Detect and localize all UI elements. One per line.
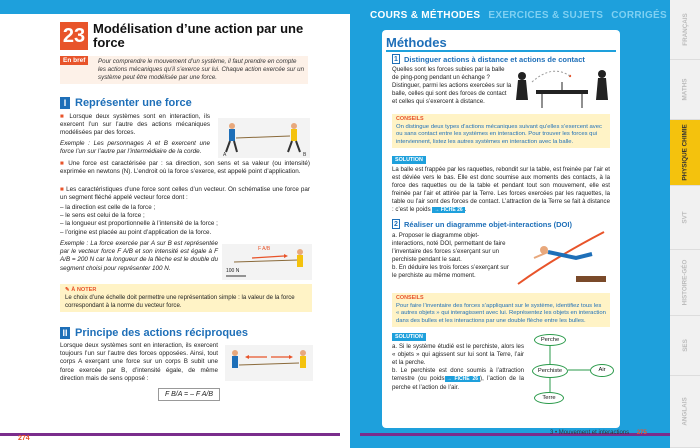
sidebar-item-ses[interactable]: SES (670, 316, 700, 376)
reciprocal-forces-drawing (225, 345, 313, 381)
reciprocal-formula: F B/A = – F A/B (158, 388, 220, 401)
sidebar-item-histoire-geo[interactable]: HISTOIRE-GÉO (670, 250, 700, 316)
scale-label: 100 N (226, 268, 240, 274)
s1-example-2: Exemple : La force exercée par A sur B est représentée par le vecteur force F A/B et son intensité est égale à F A/B = 200 N car la longueur de la flèche est le double du segment choisi pour représenter 100 N. (60, 240, 218, 272)
left-top-bar (0, 0, 350, 14)
chapter-footer: 3 • Mouvement et interactions 275 (550, 430, 647, 436)
section-1-number: I (60, 97, 70, 109)
s1-paragraph-3: ■ Les caractéristiques d’une force sont celles d’un vecteur. On schématise une force par un segment fléché appelé vecteur force dont : (60, 186, 310, 202)
list-item: – la longueur est proportionnelle à l’intensité de la force ; (60, 220, 218, 228)
conseils-text-1: On distingue deux types d’actions mécaniques suivant qu’elles s’exercent avec ou sans contact entre les systèmes en interaction. Pour trouver les forces qui interviennent, listez les autres systèmes en interaction avec la balle. (396, 123, 602, 145)
note-box (60, 284, 312, 312)
doi-node-perche: Perche (534, 334, 566, 346)
exercise-1-text: Quelles sont les forces subies par la balle de ping-pong pendant un échange ? Distinguer, parmi les actions exercées sur la balle, celles qui sont des forces de contact et celles qui s’exercent à distance. (392, 66, 512, 105)
s1-list (60, 204, 310, 237)
fiche-link-1[interactable]: → FICHE 26 (434, 206, 463, 213)
solution-text-1: La balle est frappée par les raquettes, rebondit sur la table, est freinée par l’air et est déviée vers le bas. Elle est donc soumise aux moments des contacts, à la force des raquettes ou de la table et pendant tout son mouvement, elle est freinée par l’air et attirée par la Terre. Les forces exercées par les raquettes, la table ou l’air sont des forces de contact. L’attraction de la Terre se fait à distance : c’est le poids → FICHE 26 . (392, 166, 610, 213)
reciprocal-forces-illustration (225, 345, 313, 381)
list-item: – l’origine est placée au point d’application de la force. (60, 228, 212, 236)
fiche-link-2[interactable]: → FICHE 26 (446, 375, 479, 382)
section-1-heading (60, 97, 192, 109)
exercise-2-number: 2 (392, 219, 400, 229)
methodes-underline (386, 50, 616, 52)
exercise-1-number: 1 (392, 54, 400, 64)
sidebar-item-maths[interactable]: MATHS (670, 60, 700, 120)
section-2-title: Principe des actions réciproques (75, 327, 249, 339)
conseils-label-2: CONSEILS (396, 295, 424, 301)
en-bref-box (60, 56, 308, 84)
conseils-box-2 (392, 293, 610, 327)
pole-vault-illustration (514, 228, 614, 288)
pole-vault-drawing (514, 228, 614, 288)
tug-of-war-drawing (218, 118, 310, 158)
en-bref-text: Pour comprendre le mouvement d’un système, il faut prendre en compte les actions mécaniques qu’il s’exerce sur lui. Chaque action exercée sur un système peut être modélisée par une force. (98, 58, 305, 81)
section-2-heading (60, 327, 248, 339)
list-item: – la direction est celle de la force ; (60, 204, 156, 211)
solution-label-2: SOLUTION (392, 333, 426, 341)
force-vector-illustration (222, 244, 312, 280)
left-page-number: 274 (18, 435, 30, 442)
exercise-1-heading (392, 54, 585, 64)
s1-example: Exemple : Les personnages A et B exercent une force l’un sur l’autre par l’intermédiaire de la corde. (60, 140, 210, 156)
en-bref-label: En bref (60, 56, 88, 65)
s1-paragraph-2: ■ Une force est caractérisée par : sa direction, son sens et sa valeur (ou intensité) exprimée en newtons (N). L’endroit où la force s’exerce, est appelé point d’application. (60, 160, 310, 176)
chapter-number: 23 (60, 22, 88, 50)
solution-label-1: SOLUTION (392, 156, 426, 164)
exercise-2-title: Réaliser un diagramme objet-interactions (DOI) (404, 219, 572, 229)
svg-text:A: A (223, 152, 227, 158)
left-footer-line (0, 433, 340, 436)
tab-cours-methodes[interactable]: COURS & MÉTHODES (370, 10, 481, 21)
right-page-number: 275 (636, 430, 647, 436)
doi-node-perchiste: Perchiste (532, 364, 568, 378)
tab-exercices-sujets[interactable]: EXERCICES & SUJETS (488, 10, 604, 21)
tug-of-war-illustration (218, 118, 310, 158)
conseils-label: CONSEILS (396, 116, 424, 122)
section-tabs (370, 10, 667, 21)
exercise-1-title: Distinguer actions à distance et actions de contact (404, 54, 585, 64)
doi-node-air: Air (590, 364, 614, 377)
ping-pong-drawing (512, 66, 612, 110)
note-title: ✎ À NOTER (65, 287, 97, 293)
note-text: Le choix d’une échelle doit permettre une représentation simple : la valeur de la force correspondant à la norme du vecteur force. (65, 294, 295, 309)
sidebar-item-physique-chimie[interactable]: PHYSIQUE CHIMIE (670, 120, 700, 186)
sidebar-item-francais[interactable]: FRANÇAIS (670, 0, 700, 60)
vector-label: F A/B (258, 246, 271, 252)
list-item: – le sens est celui de la force ; (60, 212, 145, 220)
conseils-text-2: Pour faire l’inventaire des forces s’appliquant sur le système, identifiez tous les « autres objets » qui interagissent avec lui. Représentez les objets en interaction dans des bulles et les interactions par une double flèche entre les bulles. (396, 302, 606, 324)
doi-diagram (528, 332, 616, 408)
sidebar-item-anglais[interactable]: ANGLAIS (670, 376, 700, 448)
s2-paragraph-1: Lorsque deux systèmes sont en interaction, ils exercent toujours l’un sur l’autre des forces opposées. Ainsi, tout corps A exerçant une force sur un corps B subit une force exercée par B, d’intensité égale, de même direction mais de sens opposé : (60, 342, 218, 382)
ping-pong-illustration (512, 66, 612, 110)
solution-text-2: a. Si le système étudié est le perchiste, alors les « objets » qui agissent sur lui sont la Terre, l’air et la perche. b. Le perchiste est donc soumis à l’attraction terrestre (ou poids → FICHE 26 ), l’action de la perche et l’action de l’air. (392, 343, 525, 391)
section-2-number: II (60, 327, 70, 339)
s1-paragraph-1: ■ Lorsque deux systèmes sont en interaction, ils exercent l’un sur l’autre des actions mécaniques modélisées par des forces. (60, 113, 210, 137)
doi-node-terre: Terre (534, 392, 564, 404)
page-title: Modélisation d’une action par une force (93, 21, 304, 50)
svg-text:B: B (303, 152, 307, 158)
subject-sidebar (670, 0, 700, 448)
methodes-heading: Méthodes (386, 35, 447, 50)
exercise-2-text: a. Proposer le diagramme objet-interactions, noté DOI, permettant de faire l’inventaire des forces s’exerçant sur un perchiste pendant le saut. b. En déduire les trois forces s’exerçant sur le perchiste au même moment. (392, 232, 509, 279)
section-1-title: Représenter une force (75, 97, 192, 109)
bullet-icon: ■ (60, 113, 70, 120)
sidebar-item-svt[interactable]: SVT (670, 186, 700, 250)
tab-corriges[interactable]: CORRIGÉS (611, 10, 667, 21)
conseils-box-1 (392, 114, 610, 148)
